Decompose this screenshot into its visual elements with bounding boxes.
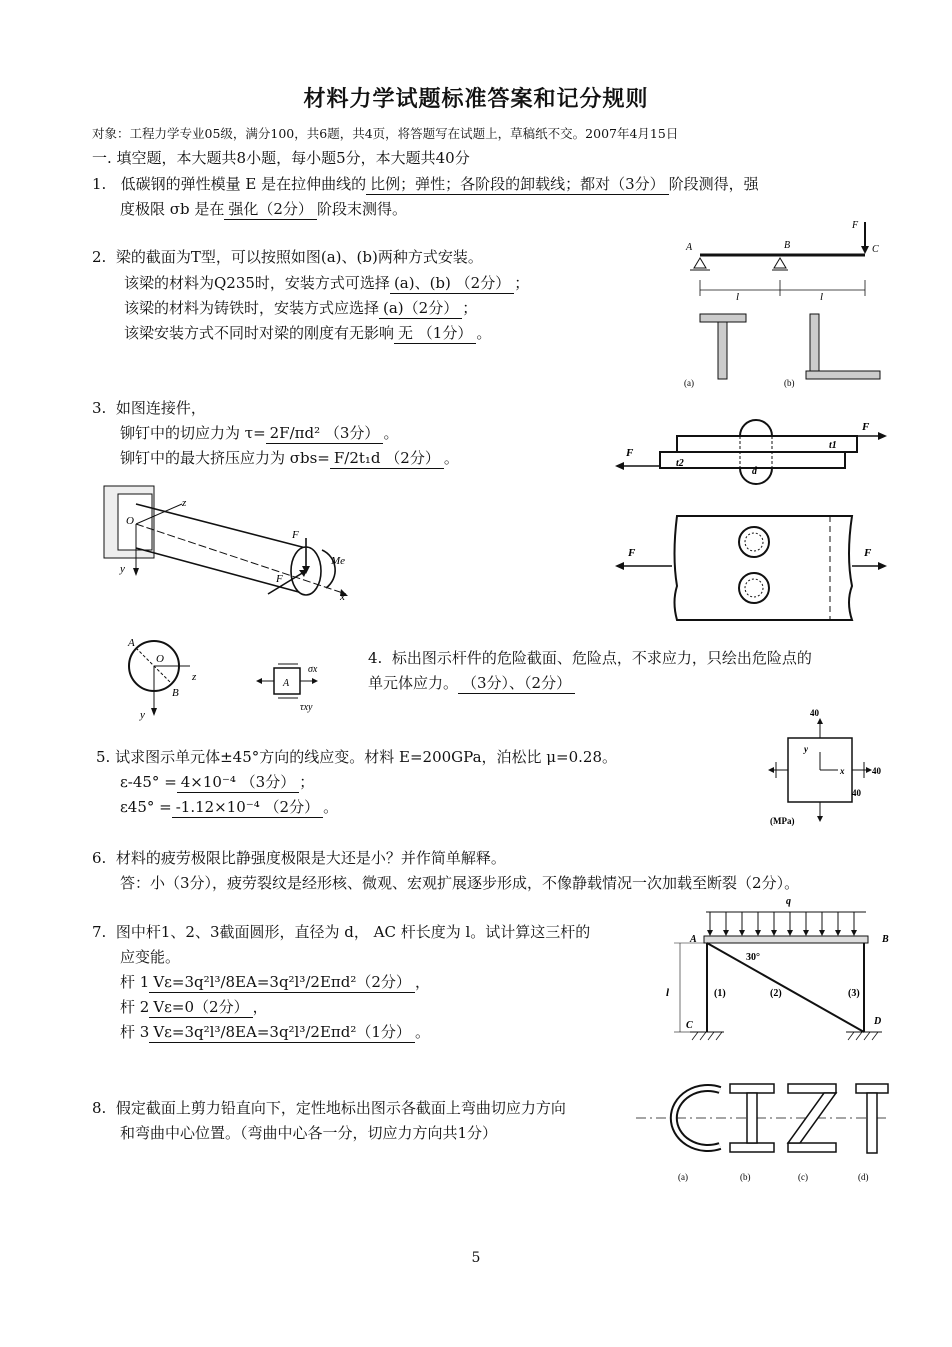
q4-line2 (368, 671, 575, 695)
q7-member-3: (3) (848, 988, 860, 999)
q1-answer-2: 强化（2分） (224, 199, 317, 220)
q7-label-D: D (874, 1016, 882, 1027)
q7-rod2 (120, 995, 268, 1019)
q4-answer: （3分）、（2分） (458, 673, 575, 694)
q4-label-F-vertical: F (292, 529, 299, 541)
q5-punct-1: ； (299, 773, 315, 791)
q3-answer-1: 2F/πd² （3分） (266, 423, 384, 444)
q2-punct-3: 。 (476, 324, 492, 342)
q3-text: 如图连接件， (115, 399, 206, 417)
q4-label-x: x (340, 591, 345, 603)
q2-line3 (124, 296, 477, 320)
q2-answer-2: (a)（2分） (379, 298, 462, 319)
q1-line1 (92, 172, 759, 196)
q3-text-2: 铆钉中的切应力为 τ= (120, 424, 266, 442)
q3-label-d: d (752, 466, 757, 477)
q2-line1 (92, 245, 483, 269)
q5-strain-minus45-label: ε-45° = (120, 773, 177, 791)
q1-answer-1: 比例；弹性；各阶段的卸载线；都对（3分） (366, 174, 669, 195)
q7-punct-3: 。 (414, 1023, 430, 1041)
q3-punct-1: 。 (383, 424, 399, 442)
q7-rod1 (120, 970, 430, 994)
q2-label-C: C (872, 244, 879, 255)
q5-top-stress: 40 (810, 708, 819, 718)
q8-caption-d: (d) (858, 1172, 869, 1182)
q5-element-figure (762, 704, 892, 828)
q7-label-q: q (786, 896, 791, 907)
q5-number: 5. (96, 748, 111, 766)
page-title: 材料力学试题标准答案和记分规则 (303, 87, 649, 112)
exam-meta: 对象：工程力学专业05级，满分100，共6题，共4页，将答题写在试题上，草稿纸不交。2007年4月15日 (92, 126, 679, 141)
q5-unit: (MPa) (770, 816, 795, 826)
q7-member-1: (1) (714, 988, 726, 999)
q3-line3 (120, 446, 459, 470)
q3-label-F-right: F (862, 421, 870, 433)
q2-caption-a: (a) (684, 378, 694, 388)
q7-frame-figure (660, 892, 892, 1056)
q3-label-t2: t2 (676, 458, 684, 469)
q5-shear-stress: 40 (852, 788, 861, 798)
q1-text: 低碳钢的弹性模量 E 是在拉伸曲线的 (120, 175, 367, 193)
q4-point-B: B (172, 687, 179, 699)
q7-label-B: B (882, 934, 889, 945)
q7-angle: 30° (746, 952, 760, 963)
q5-axis-y: y (804, 744, 808, 754)
q7-label-C: C (686, 1020, 693, 1031)
q7-rod3-label: 杆 3 (120, 1023, 150, 1041)
q4-section-y: y (140, 709, 145, 721)
q8-sections-figure (636, 1078, 892, 1186)
q4-sigma-x: σx (308, 664, 318, 675)
q2-label-A: A (686, 242, 693, 253)
q4-label-F-horizontal: F (276, 573, 283, 585)
q5-line3 (120, 795, 338, 819)
q2-answer-3: 无 （1分） (394, 323, 476, 344)
q8-caption-b: (b) (740, 1172, 751, 1182)
q7-label-A: A (690, 934, 697, 945)
q3-label-t1: t1 (829, 440, 837, 451)
q1-text-b: 阶段测得，强 (668, 175, 759, 193)
q1-text-2b: 阶段末测得。 (316, 200, 407, 218)
q5-text: 试求图示单元体±45°方向的线应变。材料 E=200GPa，泊松比 μ=0.28。 (115, 748, 617, 766)
q3-label-F2-left: F (628, 547, 636, 559)
q4-section-figure (108, 630, 348, 722)
q7-length-l: l (666, 987, 670, 999)
q7-answer-3: Vε=3q²l³/8EA=3q²l³/2Eπd²（1分） (149, 1022, 415, 1043)
q2-answer-1: (a)、(b) （2分） (390, 273, 514, 294)
q3-line2 (120, 421, 398, 445)
q2-caption-b: (b) (784, 378, 795, 388)
page-number: 5 (471, 1250, 481, 1266)
q3-answer-2: F/2t₁d （2分） (330, 448, 444, 469)
q8-number: 8. (92, 1099, 107, 1117)
q4-shaft-figure (96, 476, 386, 606)
q7-text: 图中杆1、2、3截面圆形，直径为 d， AC 杆长度为 l。试计算这三杆的 (115, 923, 591, 941)
q1-number: 1. (92, 175, 107, 193)
q4-point-A: A (128, 637, 135, 649)
q2-line4 (124, 321, 491, 345)
q5-strain-plus45-label: ε45° = (120, 798, 172, 816)
q3-punct-2: 。 (443, 449, 459, 467)
q4-element-A: A (283, 678, 290, 689)
q8-line1 (92, 1096, 566, 1120)
q6-number: 6. (92, 849, 107, 867)
q1-line2 (120, 197, 407, 221)
q4-label-y: y (120, 563, 125, 575)
q4-text-2: 单元体应力。 (368, 674, 459, 692)
q7-punct-1: ， (414, 973, 430, 991)
q7-answer-1: Vε=3q²l³/8EA=3q²l³/2Eπd²（2分） (149, 972, 415, 993)
q4-tau-xy: τxy (300, 702, 313, 713)
q4-section-O: O (156, 653, 164, 665)
q2-label-B: B (784, 240, 791, 251)
q6-text: 材料的疲劳极限比静强度极限是大还是小？并作简单解释。 (115, 849, 506, 867)
q4-label-O: O (126, 515, 134, 527)
q7-line2: 应变能。 (120, 948, 181, 966)
q3-label-F-left: F (626, 447, 634, 459)
section-heading: 一. 填空题，本大题共8小题，每小题5分，本大题共40分 (92, 149, 470, 167)
q7-rod1-label: 杆 1 (120, 973, 150, 991)
q2-text: 梁的截面为T型，可以按照如图(a)、(b)两种方式安装。 (115, 248, 483, 266)
q5-answer-1: 4×10⁻⁴ （3分） (177, 772, 299, 793)
q7-member-2: (2) (770, 988, 782, 999)
q5-right-stress: 40 (872, 766, 881, 776)
q4-line1 (368, 646, 812, 670)
q7-rod3 (120, 1020, 430, 1044)
q2-span-1: l (736, 291, 740, 303)
q5-axis-x: x (840, 766, 845, 776)
q2-text-2: 该梁的材料为Q235时，安装方式可选择 (124, 274, 390, 292)
q3-label-F2-right: F (864, 547, 872, 559)
q6-line1 (92, 846, 506, 870)
q3-text-3: 铆钉中的最大挤压应力为 σbs= (120, 449, 330, 467)
q8-caption-a: (a) (678, 1172, 688, 1182)
q4-label-z: z (182, 497, 187, 509)
q4-text: 标出图示杆件的危险截面、危险点，不求应力，只绘出危险点的 (391, 649, 812, 667)
q8-caption-c: (c) (798, 1172, 808, 1182)
q4-label-Me: Me (331, 555, 346, 567)
q2-text-4: 该梁安装方式不同时对梁的刚度有无影响 (124, 324, 395, 342)
q2-number: 2. (92, 248, 107, 266)
q2-line2 (124, 271, 529, 295)
q4-number: 4. (368, 649, 383, 667)
q7-number: 7. (92, 923, 107, 941)
q2-text-3: 该梁的材料为铸铁时，安装方式应选择 (124, 299, 380, 317)
q5-punct-2: 。 (323, 798, 339, 816)
q2-punct-1: ； (514, 274, 530, 292)
q7-answer-2: Vε=0（2分） (149, 997, 252, 1018)
q3-connector-figure (612, 416, 887, 621)
q4-section-z: z (192, 671, 197, 683)
q2-punct-2: ； (462, 299, 478, 317)
q8-line2: 和弯曲中心位置。（弯曲中心各一分，切应力方向共1分） (120, 1124, 498, 1142)
q2-span-2: l (820, 291, 824, 303)
q2-label-F: F (852, 220, 859, 231)
q7-line1 (92, 920, 590, 944)
q5-line2 (120, 770, 314, 794)
q5-line1 (96, 745, 617, 769)
q6-answer: 答：小（3分），疲劳裂纹是经形核、微观、宏观扩展逐步形成，不像静载情况一次加载至断裂（2分）。 (120, 874, 800, 892)
q7-rod2-label: 杆 2 (120, 998, 150, 1016)
q2-beam-figure (680, 218, 890, 393)
q1-text-2: 度极限 σb 是在 (120, 200, 225, 218)
q8-text: 假定截面上剪力铅直向下，定性地标出图示各截面上弯曲切应力方向 (115, 1099, 566, 1117)
q3-number: 3. (92, 399, 107, 417)
q3-line1 (92, 396, 206, 420)
q7-punct-2: ， (252, 998, 268, 1016)
q5-answer-2: -1.12×10⁻⁴ （2分） (172, 797, 323, 818)
